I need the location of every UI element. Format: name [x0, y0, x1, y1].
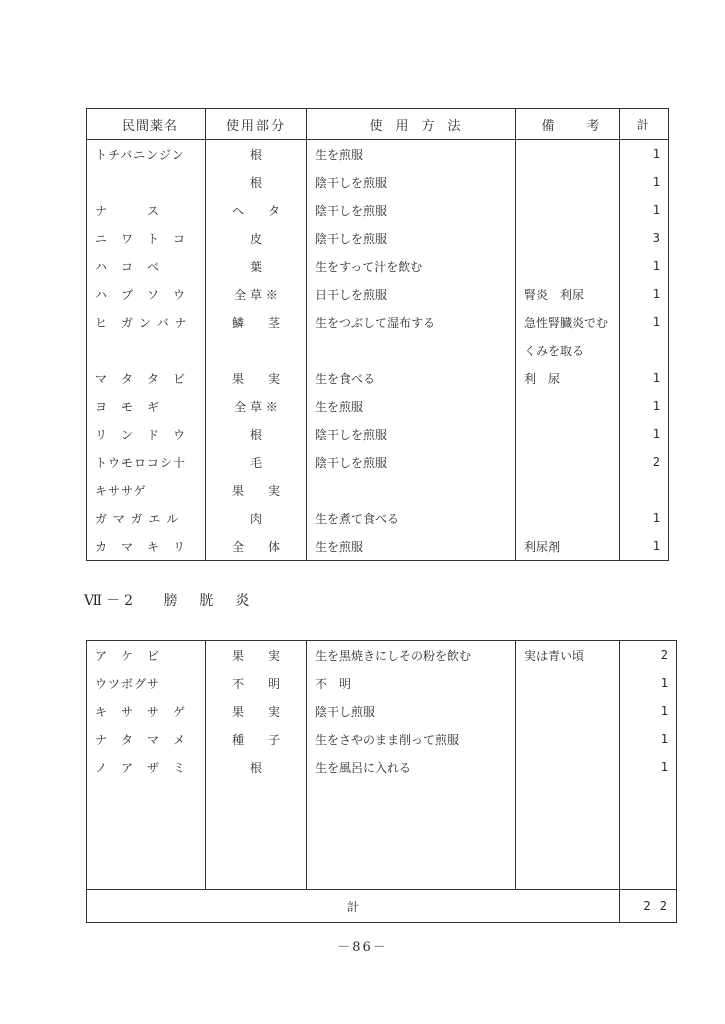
table-row — [87, 336, 669, 364]
remarks — [516, 252, 620, 280]
table-row — [87, 476, 669, 504]
used-part: 果 実 — [206, 697, 307, 725]
section-number: Ⅶ－2 — [84, 593, 137, 609]
remarks — [516, 168, 620, 196]
remarks: くみを取る — [516, 336, 620, 364]
used-part: 全 草 ※ — [206, 280, 307, 308]
usage-method: 陰干しを煎服 — [307, 224, 516, 252]
remarks — [516, 420, 620, 448]
remedy-name: ヨ モ ギ — [87, 392, 206, 420]
table-row — [87, 641, 677, 670]
remarks — [516, 392, 620, 420]
used-part: 不 明 — [206, 669, 307, 697]
usage-method: 陰干し煎服 — [307, 697, 516, 725]
total-value: 2 2 — [620, 890, 677, 923]
table-row — [87, 308, 669, 336]
usage-method: 陰干しを煎服 — [307, 168, 516, 196]
remarks — [516, 725, 620, 753]
table-row — [87, 532, 669, 561]
remedy-name: ヒ ガ ン バ ナ — [87, 308, 206, 336]
count: 3 — [652, 231, 660, 245]
usage-method: 生を煮て食べる — [307, 504, 516, 532]
usage-method: 陰干しを煎服 — [307, 448, 516, 476]
remarks — [516, 448, 620, 476]
remedy-name: ア ケ ビ — [87, 641, 206, 670]
table-row — [87, 392, 669, 420]
usage-method: 生をすって汁を飲む — [307, 252, 516, 280]
table-row — [87, 364, 669, 392]
used-part — [206, 336, 307, 364]
count: 1 — [652, 511, 660, 525]
usage-method: 生をつぶして湿布する — [307, 308, 516, 336]
table-row — [87, 196, 669, 224]
used-part: 果 実 — [206, 476, 307, 504]
remarks: 急性腎臓炎でむ — [516, 308, 620, 336]
remedy-name: ガ マ ガ エ ル — [87, 504, 206, 532]
header-name: 民間薬名 — [87, 109, 206, 140]
table-row — [87, 753, 677, 781]
remedy-name — [87, 168, 206, 196]
count — [620, 336, 669, 364]
remarks — [516, 224, 620, 252]
total-label: 計 — [87, 890, 620, 923]
used-part: 果 実 — [206, 364, 307, 392]
remarks: 利尿剤 — [516, 532, 620, 561]
table-row — [87, 140, 669, 169]
remedy-name: ハ コ ベ — [87, 252, 206, 280]
remedies-table — [86, 108, 669, 561]
remarks — [516, 753, 620, 781]
usage-method: 生をさやのまま削って煎服 — [307, 725, 516, 753]
remedy-name: ウツボグサ — [87, 669, 206, 697]
count: 2 — [660, 648, 668, 662]
count: 1 — [652, 539, 660, 553]
remedy-name: トウモロコシ十 — [87, 448, 206, 476]
page-number: －86－ — [337, 940, 388, 955]
count: 1 — [660, 676, 668, 690]
table-row — [87, 280, 669, 308]
usage-method: 生を食べる — [307, 364, 516, 392]
header-remarks: 備 考 — [516, 109, 620, 140]
count: 1 — [660, 704, 668, 718]
header-count: 計 — [620, 109, 669, 140]
usage-method: 陰干しを煎服 — [307, 420, 516, 448]
remarks — [516, 504, 620, 532]
blank-cell — [620, 781, 677, 890]
remedy-name: カ マ キ リ — [87, 532, 206, 561]
used-part: 根 — [206, 168, 307, 196]
count: 1 — [652, 315, 660, 329]
usage-method — [307, 336, 516, 364]
remedy-name: キササゲ — [87, 476, 206, 504]
cystitis-remedies-table — [86, 640, 677, 923]
used-part: 毛 — [206, 448, 307, 476]
used-part: 果 実 — [206, 641, 307, 670]
remarks — [516, 476, 620, 504]
usage-method: 生を煎服 — [307, 140, 516, 169]
usage-method: 日干しを煎服 — [307, 280, 516, 308]
used-part: 全 草 ※ — [206, 392, 307, 420]
section-title: 膀 胱 炎 — [163, 593, 254, 609]
remedy-name: キ サ サ ゲ — [87, 697, 206, 725]
remedy-name: ニ ワ ト コ — [87, 224, 206, 252]
remedy-name: ナ ス — [87, 196, 206, 224]
used-part: 葉 — [206, 252, 307, 280]
remarks — [516, 669, 620, 697]
usage-method: 生を風呂に入れる — [307, 753, 516, 781]
section-heading — [84, 590, 271, 610]
used-part: 鱗 茎 — [206, 308, 307, 336]
total-row — [87, 890, 677, 923]
usage-method: 不 明 — [307, 669, 516, 697]
used-part: 肉 — [206, 504, 307, 532]
used-part: 根 — [206, 420, 307, 448]
blank-cell — [206, 781, 307, 890]
used-part: 根 — [206, 140, 307, 169]
used-part: 全 体 — [206, 532, 307, 561]
table-row — [87, 504, 669, 532]
blank-cell — [516, 781, 620, 890]
count: 1 — [652, 399, 660, 413]
usage-method — [307, 476, 516, 504]
table-row — [87, 252, 669, 280]
remarks: 腎炎 利尿 — [516, 280, 620, 308]
remedy-name: リ ン ド ウ — [87, 420, 206, 448]
count: 1 — [652, 427, 660, 441]
remedy-name — [87, 336, 206, 364]
blank-cell — [87, 781, 206, 890]
used-part: ヘ タ — [206, 196, 307, 224]
count: 1 — [652, 259, 660, 273]
used-part: 種 子 — [206, 725, 307, 753]
remarks — [516, 196, 620, 224]
count: 1 — [652, 287, 660, 301]
blank-cell — [307, 781, 516, 890]
blank-row — [87, 781, 677, 890]
count: 2 — [652, 455, 660, 469]
used-part: 皮 — [206, 224, 307, 252]
count: 1 — [660, 732, 668, 746]
count: 1 — [652, 371, 660, 385]
remarks — [516, 697, 620, 725]
table-row — [87, 420, 669, 448]
remarks: 実は青い頃 — [516, 641, 620, 670]
header-row — [87, 109, 669, 140]
remedy-name: ノ ア ザ ミ — [87, 753, 206, 781]
usage-method: 生を煎服 — [307, 532, 516, 561]
table-row — [87, 725, 677, 753]
remarks — [516, 140, 620, 169]
used-part: 根 — [206, 753, 307, 781]
remedy-name: トチバニンジン — [87, 140, 206, 169]
table-row — [87, 669, 677, 697]
remedy-name: マ タ タ ビ — [87, 364, 206, 392]
count: 1 — [652, 147, 660, 161]
remedy-name: ナ タ マ メ — [87, 725, 206, 753]
usage-method: 生を煎服 — [307, 392, 516, 420]
table-row — [87, 224, 669, 252]
count: 1 — [652, 203, 660, 217]
usage-method: 生を黒焼きにしその粉を飲む — [307, 641, 516, 670]
count: 1 — [660, 760, 668, 774]
remedy-name: ハ ブ ソ ウ — [87, 280, 206, 308]
header-part: 使用部分 — [206, 109, 307, 140]
table-row — [87, 448, 669, 476]
header-method: 使 用 方 法 — [307, 109, 516, 140]
table-row — [87, 697, 677, 725]
count — [620, 476, 669, 504]
table-row — [87, 168, 669, 196]
usage-method: 陰干しを煎服 — [307, 196, 516, 224]
remarks: 利 尿 — [516, 364, 620, 392]
count: 1 — [652, 175, 660, 189]
